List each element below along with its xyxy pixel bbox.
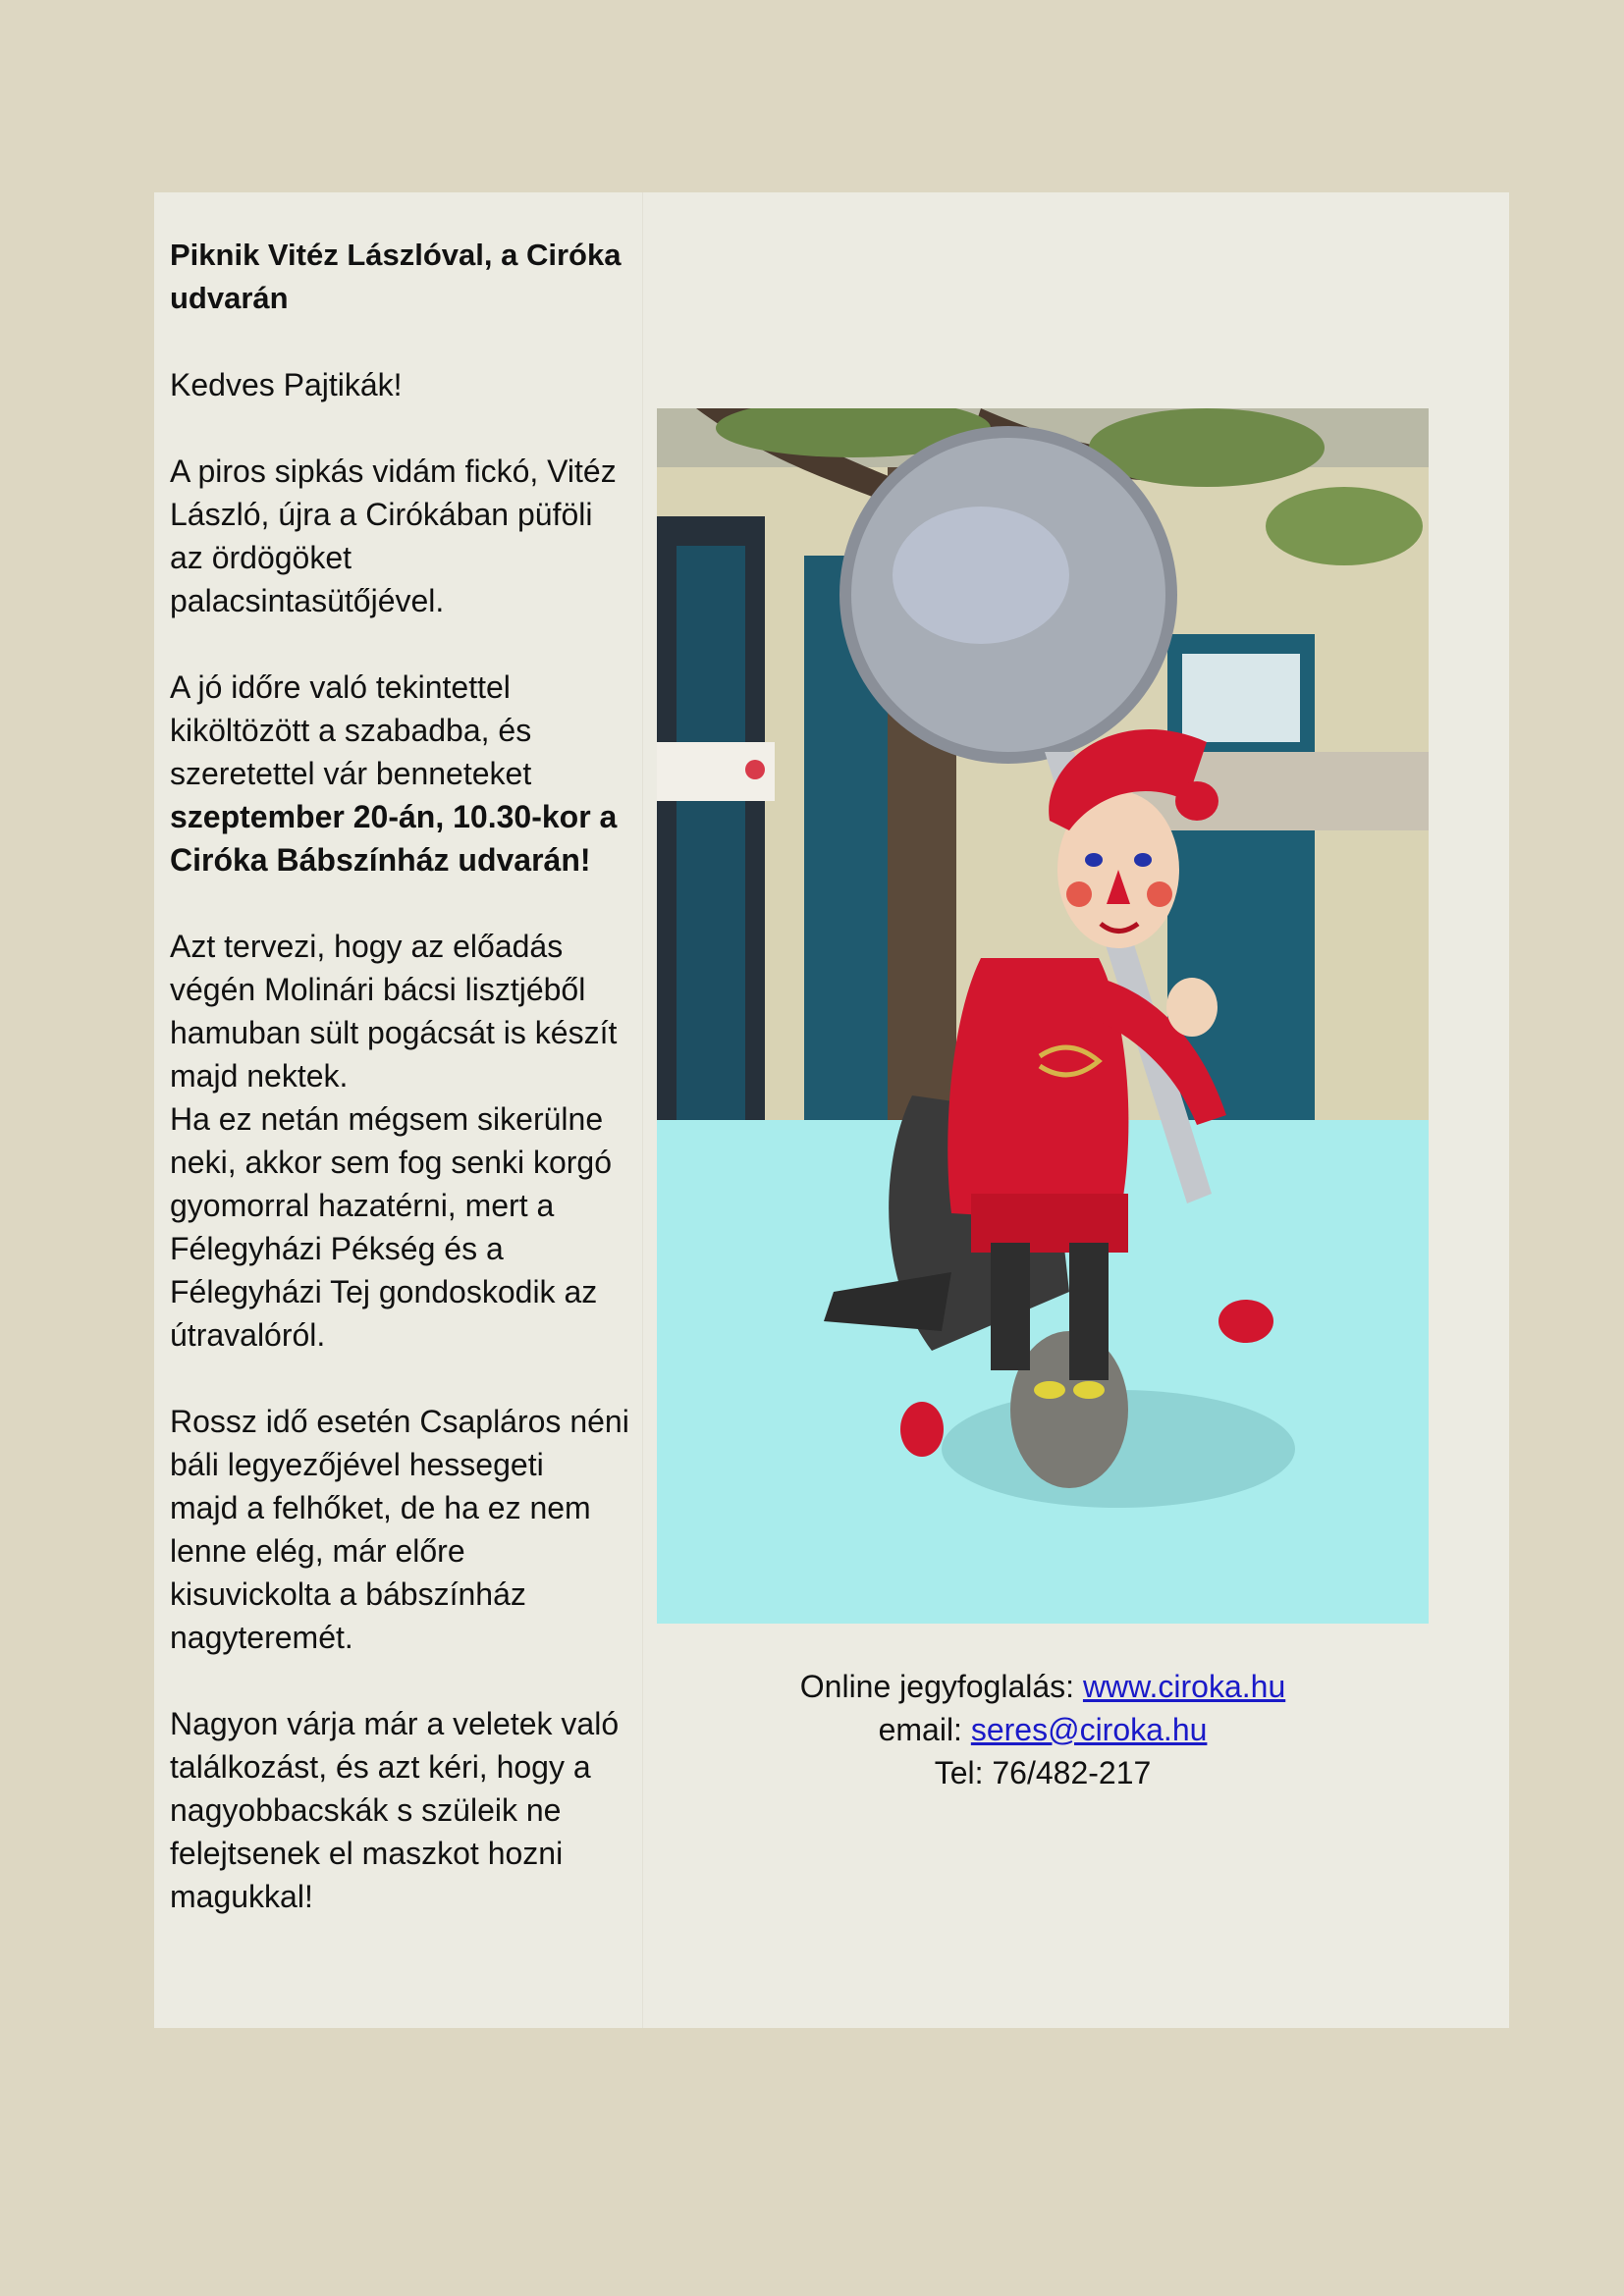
text-line: palacsintasütőjével. — [170, 583, 445, 618]
text-line: A piros sipkás vidám fickó, Vitéz — [170, 454, 617, 489]
text-line: nagyobbacskák s szüleik ne — [170, 1792, 562, 1828]
text-line: Rossz idő esetén Csapláros néni — [170, 1404, 629, 1439]
poster-card — [154, 192, 1509, 2028]
paragraph-closing — [170, 1702, 641, 1918]
email-label: email: — [878, 1712, 971, 1747]
text-line: Félegyházi Tej gondoskodik az — [170, 1274, 598, 1309]
text-line: báli legyezőjével hessegeti — [170, 1447, 544, 1482]
text-line: A jó időre való tekintettel — [170, 669, 511, 705]
paragraph-food — [170, 925, 641, 1357]
paragraph-weather — [170, 1400, 641, 1659]
text-line: végén Molinári bácsi lisztjéből — [170, 972, 586, 1007]
text-line: majd nektek. — [170, 1058, 349, 1094]
text-column — [170, 234, 641, 1961]
text-line: kisuvickolta a bábszínház — [170, 1576, 526, 1612]
text-line: az ördögöket — [170, 540, 352, 575]
column-divider — [642, 192, 643, 2028]
text-line: hamuban sült pogácsát is készít — [170, 1015, 618, 1050]
phone-line: Tel: 76/482-217 — [934, 1755, 1152, 1790]
page-title: Piknik Vitéz Lászlóval, a Ciróka udvarán — [170, 238, 622, 315]
booking-label: Online jegyfoglalás: — [799, 1669, 1083, 1704]
booking-line — [657, 1665, 1429, 1708]
text-line: nagyteremét. — [170, 1620, 353, 1655]
text-line: Nagyon várja már a veletek való — [170, 1706, 620, 1741]
text-line: Azt tervezi, hogy az előadás — [170, 929, 564, 964]
paragraph-intro — [170, 450, 641, 622]
text-line: Félegyházi Pékség és a — [170, 1231, 504, 1266]
greeting: Kedves Pajtikák! — [170, 367, 403, 402]
text-line: útravalóról. — [170, 1317, 326, 1353]
email-line — [657, 1708, 1429, 1751]
text-line: kiköltözött a szabadba, és — [170, 713, 532, 748]
text-line: majd a felhőket, de ha ez nem — [170, 1490, 591, 1525]
puppet-photo — [657, 408, 1429, 1624]
event-place-line: Ciróka Bábszínház udvarán! — [170, 842, 591, 878]
text-line: felejtsenek el maszkot hozni — [170, 1836, 564, 1871]
text-line: szeretettel vár benneteket — [170, 756, 532, 791]
text-line: találkozást, és azt kéri, hogy a — [170, 1749, 591, 1785]
text-line: lenne elég, már előre — [170, 1533, 465, 1569]
text-line: gyomorral hazatérni, mert a — [170, 1188, 555, 1223]
website-link[interactable]: www.ciroka.hu — [1082, 1669, 1286, 1704]
paragraph-event — [170, 666, 641, 881]
event-date-line: szeptember 20-án, 10.30-kor a — [170, 799, 618, 834]
text-line: neki, akkor sem fog senki korgó — [170, 1145, 612, 1180]
text-line: magukkal! — [170, 1879, 313, 1914]
text-line: Ha ez netán mégsem sikerülne — [170, 1101, 604, 1137]
text-line: László, újra a Cirókában püföli — [170, 497, 593, 532]
email-link[interactable]: seres@ciroka.hu — [970, 1712, 1208, 1747]
contact-block — [657, 1665, 1429, 1794]
